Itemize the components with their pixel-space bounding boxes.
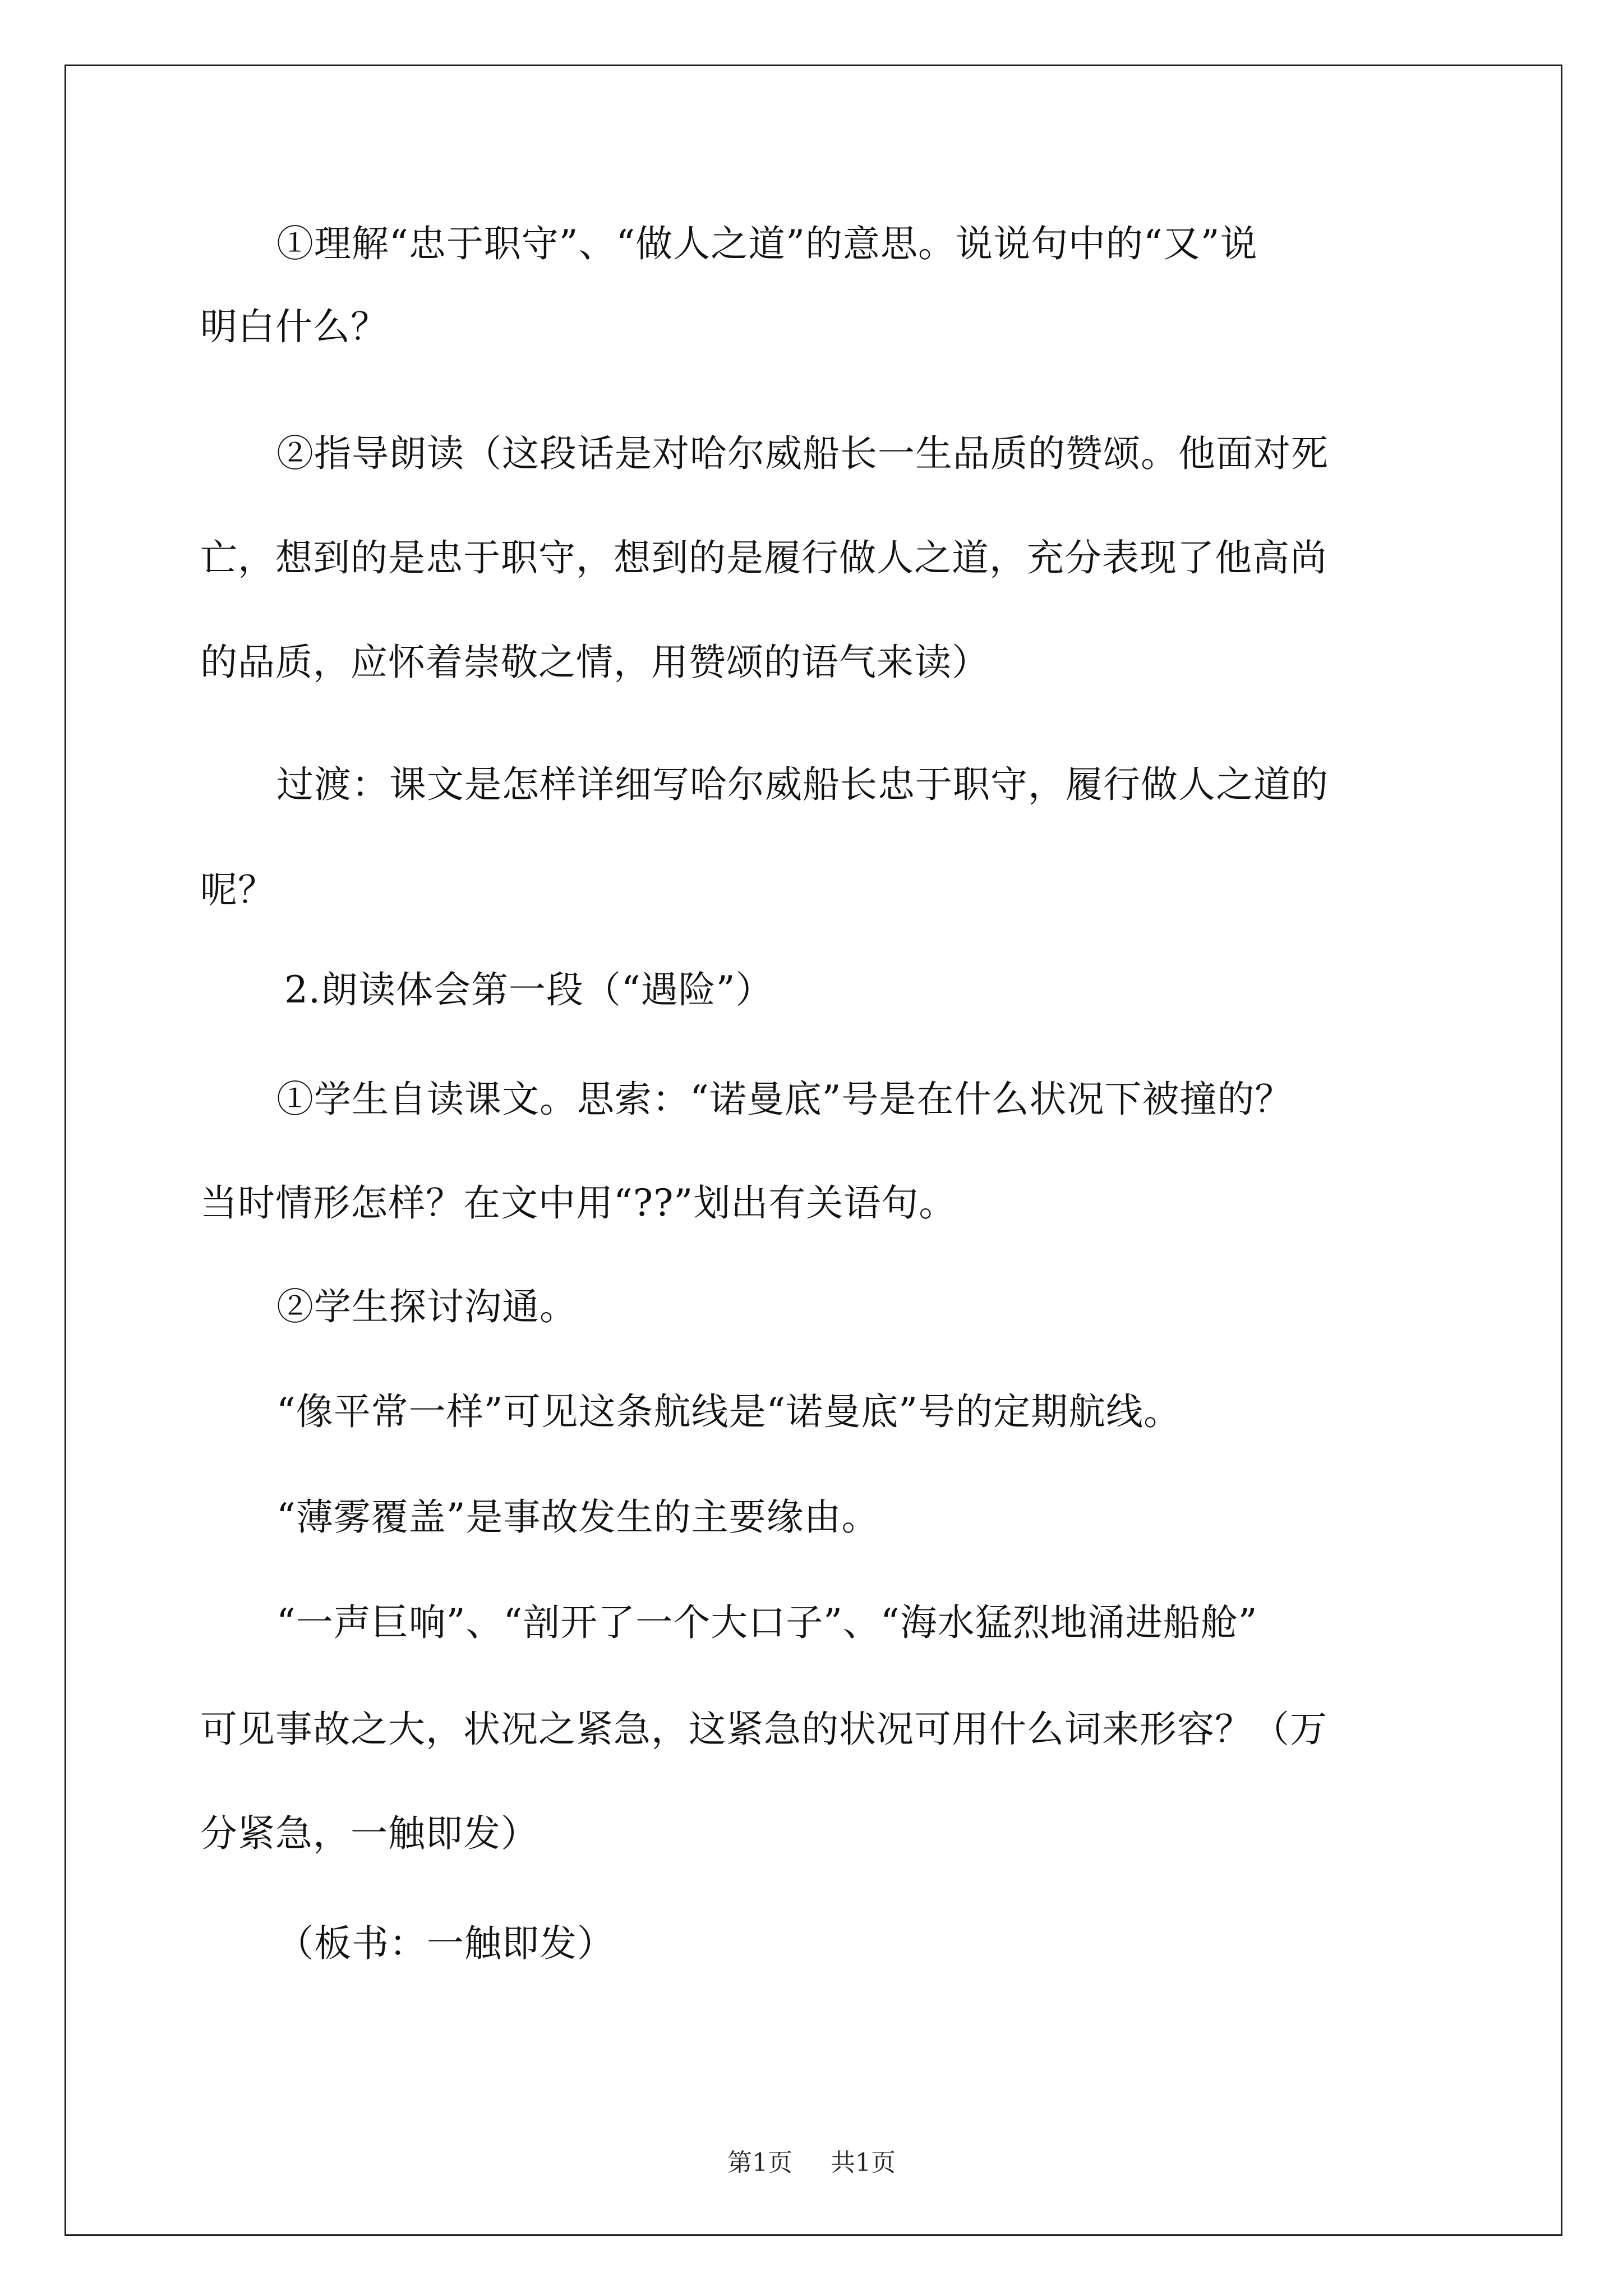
- paragraph-line: 可见事故之大，状况之紧急，这紧急的状况可用什么词来形容？（万: [200, 1708, 1327, 1751]
- paragraph-line: “像平常一样”可见这条航线是“诺曼底”号的定期航线。: [276, 1390, 1181, 1433]
- page-footer: [0, 2147, 1623, 2179]
- paragraph-line: 明白什么？: [200, 305, 388, 348]
- paragraph-line: 亡，想到的是忠于职守，想到的是履行做人之道，充分表现了他高尚: [200, 536, 1327, 579]
- page-number-total: 共1页: [831, 2148, 896, 2177]
- paragraph-line: ②指导朗读（这段话是对哈尔威船长一生品质的赞颂。他面对死: [276, 432, 1329, 475]
- paragraph-line: 呢？: [200, 868, 275, 912]
- paragraph-line: 当时情形怎样？在文中用“??”划出有关语句。: [200, 1181, 957, 1225]
- section-heading: 2.朗读体会第一段（“遇险”）: [284, 968, 773, 1011]
- paragraph-line: ①理解“忠于职守”、“做人之道”的意思。说说句中的“又”说: [276, 222, 1258, 265]
- page-border: [64, 65, 1562, 2236]
- paragraph-line: “薄雾覆盖”是事故发生的主要缘由。: [276, 1496, 879, 1539]
- paragraph-line: “一声巨响”、“剖开了一个大口子”、“海水猛烈地涌进船舱”: [276, 1601, 1258, 1644]
- page-number-current: 第1页: [727, 2148, 792, 2177]
- paragraph-line: 的品质，应怀着崇敬之情，用赞颂的语气来读）: [200, 641, 989, 684]
- paragraph-line: ②学生探讨沟通。: [276, 1285, 577, 1328]
- paragraph-line: ①学生自读课文。思索：“诺曼底”号是在什么状况下被撞的？: [276, 1078, 1293, 1121]
- paragraph-line: 过渡：课文是怎样详细写哈尔威船长忠于职守，履行做人之道的: [276, 763, 1329, 806]
- paragraph-line: 分紧急，一触即发）: [200, 1812, 538, 1855]
- paragraph-line: （板书：一触即发）: [276, 1922, 615, 1965]
